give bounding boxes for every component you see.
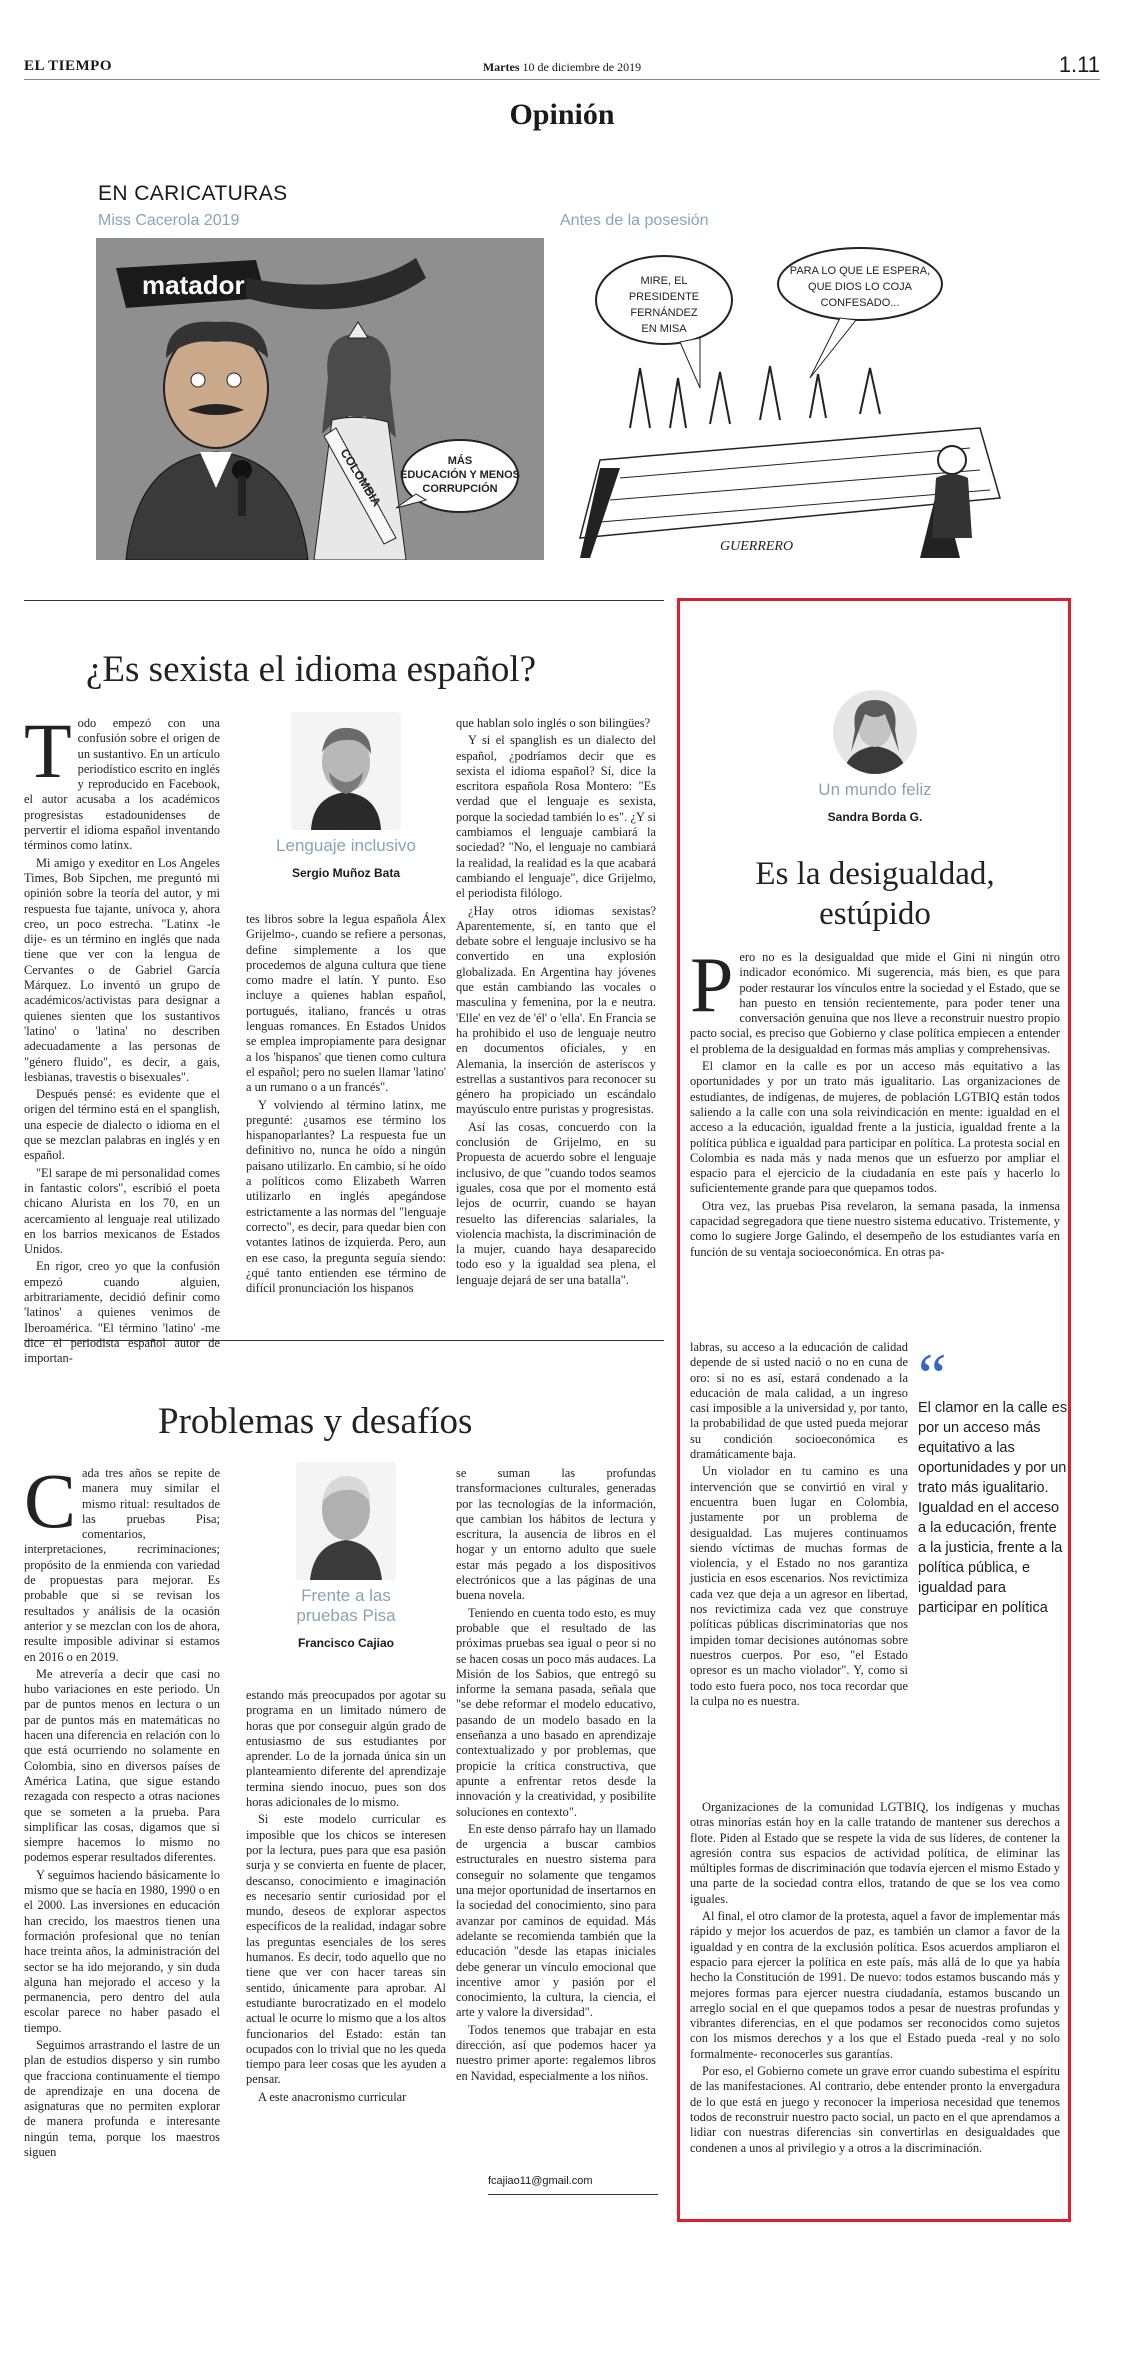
svg-text:MÁS: MÁS <box>447 455 473 467</box>
article1-title: ¿Es sexista el idioma español? <box>86 649 537 690</box>
paragraph: tes libros sobre la legua española Álex Grijelmo-, cuando se refiere a personas, define simplemente a los que procedemos de alguna cultura que tiene como madre el latín. Y punto. Eso incluye a quienes hablan español, portugués, italiano, francés u otras lenguas romances. En Estados Unidos se emplea impropiamente para designar a los 'hispanos' que tienen como cultura el español; pero no suelen llamar 'latino' a un rumano o a un francés". <box>246 912 446 1095</box>
article3-title <box>690 854 1060 934</box>
paragraph: El clamor en la calle es por un acceso más equitativo a las oportunidades y por un trato más igualitario. Las organizaciones de estudiantes, de indígenas, de mujeres, de población LGTBIQ están todos saliendo a la calle con una sola reivindicación en mente: igualdad en el acceso a la educación, igualdad frente a la justicia, igualdad frente a la política pública e igualdad para participar en política. La protesta social en Colombia es nada más y nada menos que un esfuerzo por ampliar el espacio para el ejercicio de la ciudadanía en este país y hacerlo lo suficientemente grande para que quepamos todos. <box>690 1059 1060 1196</box>
cartoon-antes-posesion <box>560 238 1008 560</box>
author-photo <box>296 1462 396 1580</box>
author-email: fcajiao11@gmail.com <box>488 2175 593 2187</box>
article3-author: Sandra Borda G. <box>827 810 923 824</box>
paragraph: Así las cosas, concuerdo con la conclusión de Grijelmo, en su Propuesta de acuerdo sobre el lenguaje inclusivo, de que "cuando todos seamos iguales, cosa que por el momento está lejos de ocurrir, cuando se hayan resuelto las diferencias salariales, la violencia machista, la discriminación de la mujer, cuando haya desaparecido todo eso y la igualdad sea plena, el lenguaje dejará de ser una batalla". <box>456 1119 656 1287</box>
left-cartoon <box>96 238 544 560</box>
paragraph: Seguimos arrastrando el lastre de un plan de estudios disperso y sin rumbo que fracciona continuamente el tiempo de aprendizaje en una docena de asignaturas que no permiten explorar de manera profunda e interesante ningún tema, porque los maestros siguen <box>24 2037 220 2160</box>
kicker-line: Frente a las <box>301 1586 391 1605</box>
article1-col3 <box>456 716 656 1290</box>
cartoon-sash-text: COLOMBIA <box>337 446 384 509</box>
article3-kicker: Un mundo feliz <box>818 780 932 799</box>
cartoon-miss-cacerola <box>96 238 544 560</box>
paragraph: que hablan solo inglés o son bilingües? <box>456 716 651 730</box>
svg-text:MIRE, EL: MIRE, EL <box>640 275 688 287</box>
pull-quote-text: El clamor en la calle es por un acceso más equitativo a las oportunidades y por un trato más igualitario. Igualdad en el acceso a la educación, frente a la justicia, frente a la política pública, e igualdad para participar en política <box>918 1400 1068 1616</box>
caricaturas-heading: EN CARICATURAS <box>98 182 288 205</box>
paragraph: Mi amigo y exeditor en Los Angeles Times, Bob Sipchen, me preguntó mi opinión sobre la teoría del autor, y mi respuesta fue tajante, unívoca y, ahora creo, un poco estrecha. "Latinx -le dije- es un término en inglés que nada tiene que ver con la lengua de Cervantes o de Gabriel García Márquez. Lo inventó un grupo de académicos/activistas para designar a quienes sienten que los sustantivos 'latino' o 'latina' no describen adecuadamente a las personas de "género fluido", es decir, a gais, lesbianas, travestis o bisexuales". <box>24 855 220 1084</box>
paragraph: En rigor, creo yo que la confusión empezó cuando alguien, arbitrariamente, decidió definir como 'latinos' a quienes venimos de Iberoamérica. "El término 'latino' -me dice el periodista español autor de importan- <box>24 1259 220 1366</box>
paragraph: Y volviendo al término latinx, me pregunté: ¿usamos ese término los hispanoparlantes? La respuesta fue un definitivo no, nunca he oído a ningún paisano utilizarlo. En cambio, sí he oído a políticos como Elizabeth Warren utilizarlo en inglés apegándose estrictamente a las normas del "lenguaje correcto", es decir, para quedar bien con votantes latinos de izquierda. Pero, aun en ese caso, la pregunta seguía siendo: ¿qué tanto entienden ese término de difícil pronunciación los hispanos <box>246 1097 446 1296</box>
paragraph: En este denso párrafo hay un llamado de urgencia a buscar cambios estructurales en nuestro sistema para conseguir no solamente que tengamos una mejor oportunidad de insertarnos en la sociedad del conocimiento, sino para avanzar por caminos de equidad. Más adelante se recomienda también que la educación "desde las etapas iniciales debe generar un vínculo emocional que incentive amor y pasión por el conocimiento, la cultura, la ciencia, el arte y valore la diversidad". <box>456 1821 656 2020</box>
article2-col1 <box>24 1457 220 2162</box>
article2-author: Francisco Cajiao <box>297 1636 395 1650</box>
left-cartoon-caption: Miss Cacerola 2019 <box>98 212 240 229</box>
article3-dropcap: P <box>690 941 734 1028</box>
title-line: estúpido <box>819 896 931 932</box>
paragraph: A este anacronismo curricular <box>258 2089 407 2104</box>
article2-title: Problemas y desafíos <box>158 1401 473 1442</box>
article1-kicker: Lenguaje inclusivo <box>276 836 416 855</box>
section-title: Opinión <box>509 98 615 131</box>
paragraph: Por eso, el Gobierno comete un grave error cuando subestima el espíritu de las manifestaciones. Al contrario, debe entender pronto la envergadura de lo que está en juego y reconocer la imperiosa necesidad que tenemos todos de reconstruir nuestro pacto social, un pacto en el que aprendamos a lidiar con nuestras diferencias sin convertirlas en desigualdades que condenen a unos al privilegio y a otros a la discriminación. <box>690 2064 1060 2155</box>
right-cartoon-caption: Antes de la posesión <box>560 212 709 229</box>
kicker-line: pruebas Pisa <box>296 1606 396 1625</box>
svg-text:EN MISA: EN MISA <box>641 323 687 335</box>
author-photo <box>291 712 401 830</box>
article2-byline <box>246 1462 446 1650</box>
article1-author: Sergio Muñoz Bata <box>291 866 400 880</box>
author-photo <box>833 690 917 774</box>
article3-col-top <box>690 941 1060 1262</box>
paragraph: labras, su acceso a la educación de calidad depende de si usted nació o no en cuna de oro: si no es así, estará condenado a la educación de mala calidad, a un ingreso casi imposible a la universidad y, por tanto, la probabilidad de que usted pueda mejorar su condición socioeconómica es dramáticamente baja. <box>690 1340 908 1462</box>
right-cartoon <box>560 238 1008 560</box>
svg-text:PRESIDENTE: PRESIDENTE <box>628 291 700 303</box>
article2-kicker <box>246 1586 446 1626</box>
paragraph: ada tres años se repite de manera muy similar el mismo ritual: resultados de las pruebas Pisa; comentarios, interpretaciones, recriminaciones; propósito de la enmienda con variedad de propuestas para mejorar. Es probable que si se revisan los resultados y análisis de la ocasión anterior y se mezclan con los de ahora, resulte imposible adivinar si estamos en 2016 o en 2019. <box>24 1466 220 1664</box>
paragraph: odo empezó con una confusión sobre el origen de un sustantivo. En un artículo periodístico escrito en inglés y reproducido en Facebook, el autor acusaba a los académicos progresistas estadounidenses de pervertir el idioma español inventando términos como latinx. <box>24 716 220 853</box>
article3-byline <box>770 690 980 824</box>
quote-icon: “ <box>918 1340 947 1411</box>
paragraph: Un violador en tu camino es una intervención que se convirtió en viral y encuentra buen lugar en Colombia, justamente por un problema de desigualdad. Las mujeres continuamos siendo víctimas de muchas formas de violencia, y el Estado no nos garantiza justicia en esos escenarios. Nos revictimiza cada vez que deja a un agresor en libertad, nos revictimiza cada vez que construye políticas públicas discriminatorias que nos impiden tomar decisiones autónomas sobre nuestros cuerpos. Por eso, "el Estado opresor es un macho violador". Y, como si todo esto fuera poco, nos toca recordar que la culpa no es nuestra. <box>690 1464 908 1708</box>
date-rest: 10 de diciembre de 2019 <box>522 60 642 74</box>
paragraph: Si este modelo curricular es imposible que los chicos se interesen por la lectura, pues para que esa pasión surja y se convierta en fuente de placer, descanso, conocimiento e imaginación es necesario sentir curiosidad por el mundo, deseos de explorar aspectos específicos de la realidad, indagar sobre las preguntas esenciales de los seres humanos. Es decir, todo aquello que no tiene que ver con hacer tareas sin sentido, únicamente para aprobar. Al estudiante burocratizado en el modelo actual le ocurre lo mismo que a los altos funcionarios del Estado: están tan ocupados con lo trivial que no les queda tiempo para leer cosas que les ayuden a pensar. <box>246 1812 446 2087</box>
paragraph: estando más preocupados por agotar su programa en un limitado número de horas que por conseguir algún grado de entusiasmo de sus estudiantes por aprender. Lo de la jornada única sin un planteamiento diferente del aprendizaje termina siendo inocuo, pues son dos horas adicionales de lo mismo. <box>246 1688 446 1810</box>
paragraph: Y seguimos haciendo básicamente lo mismo que se hacía en 1980, 1990 o en el 2000. Las inversiones en educación han crecido, los maestros tienen una formación profesional que no tenían hace treinta años, la administración del sector se ha ido mejorando, y sin duda alguna han mejorado el acceso y la permanencia, pero dentro del aula escolar parece no haber pasado el tiempo. <box>24 1867 220 2035</box>
date-day: Martes <box>482 60 520 74</box>
svg-text:CONFESADO...: CONFESADO... <box>820 297 900 309</box>
section-divider <box>24 600 664 601</box>
paragraph: Teniendo en cuenta todo esto, es muy probable que el resultado de las próximas pruebas sea igual o peor si no se hacen cosas un poco más audaces. La Misión de los Sabios, que entregó su informe la semana pasada, señala que "se debe reformar el modelo educativo, pasando de un modelo basado en la enseñanza a uno basado en aprendizaje contextualizado y por problemas, que propicie la crítica constructiva, que apunte a enfrentar retos desde la innovación y la creatividad, y posibilite soluciones en contexto". <box>456 1605 656 1819</box>
article2-col2 <box>246 1688 446 2107</box>
cartoonist-signature: GUERRERO <box>720 539 794 554</box>
svg-text:QUE DIOS LO COJA: QUE DIOS LO COJA <box>808 281 912 293</box>
dateline <box>24 60 1100 75</box>
newspaper-logo: EL TIEMPO <box>24 58 112 74</box>
paragraph: Me atrevería a decir que casi no hubo variaciones en este periodo. Un par de puntos menos en lectura o un par de puntos más en matemáticas no hacen una diferencia en relación con lo que está ocurriendo no solamente en Colombia, sino en diversos países de América Latina, que sigue estando rezagada con respecto a otras naciones que se someten a la prueba. Para simplificar las cosas, digamos que si siempre hacemos lo mismo no podemos esperar resultados diferentes. <box>24 1666 220 1865</box>
article1-col1 <box>24 707 220 1368</box>
paragraph: Todos tenemos que trabajar en esta dirección, así que podemos hacer ya nuestro primer aporte: regalemos libros en Navidad, especialmente a los niños. <box>456 2022 656 2083</box>
paragraph: Organizaciones de la comunidad LGTBIQ, los indígenas y muchas otras minorías están hoy en la calle tratando de mantener sus derechos a flote. Piden al Estado que se respete la vida de sus líderes, de contener la agresión contra sus espacios de actividad política, de eliminar las múltiples formas de discriminación que todavía ejercen el mismo Estado y una parte de la sociedad contra ellos, tratando de que se los vea como iguales. <box>690 1800 1060 1906</box>
title-line: Es la desigualdad, <box>755 856 995 892</box>
article1-byline <box>246 712 446 880</box>
paragraph: Al final, el otro clamor de la protesta, aquel a favor de implementar más rápido y mejor los acuerdos de paz, es también un clamor a favor de la igualdad y en contra de la exclusión política. Esos acuerdos ampliaron el espacio para ejercer la política en este país, más allá de lo que ya había hecho la Constitución de 1991. De nuevo: todos estamos buscando más y mejores formas para ejercer nuestra ciudadanía, estamos buscando un arreglo social en el que quepamos todos a pesar de nuestras profundas y vibrantes diferencias, en el que podamos ser reconocidos como sujetos con los mismos derechos y a los que el Estado pueda -real y no solo formalmente- reconocerles sus garantías. <box>690 1909 1060 2061</box>
article2-dropcap: C <box>24 1457 77 1544</box>
page-number: 1.11 <box>1058 52 1100 77</box>
article3-col-narrow <box>690 1340 908 1711</box>
paragraph: Otra vez, las pruebas Pisa revelaron, la semana pasada, la inmensa capacidad segregadora que tiene nuestro sistema educativo. Tristemente, y como lo sugiere Jorge Galindo, el desempeño de los estudiantes varía en función de su ventaja socioeconómica. En otras pa- <box>690 1198 1060 1259</box>
article2-col3 <box>456 1466 656 2086</box>
svg-text:PARA LO QUE LE ESPERA,: PARA LO QUE LE ESPERA, <box>789 265 931 277</box>
article1-col2 <box>246 912 446 1298</box>
svg-text:EDUCACIÓN Y MENOS: EDUCACIÓN Y MENOS <box>399 469 521 481</box>
cartoon-sign-text: matador <box>142 270 245 300</box>
end-rule <box>488 2194 658 2195</box>
paragraph: ¿Hay otros idiomas sexistas? Aparentemente, sí, en tanto que el debate sobre el lenguaje inclusivo se ha convertido en una explosión globalizada. En Argentina hay jóvenes que están cambiando las vocales o masculina y femenina, por la e neutra. 'Elle' en vez de 'él' o 'ella'. En Francia se ha prohibido el uso de lenguaje neutro en documentos oficiales, y en Alemania, la inserción de asteriscos y estrellas a sustantivos para reconocer su género ha propiciado un escándalo mayúsculo entre puristas y progresistas. <box>456 903 656 1117</box>
paragraph: se suman las profundas transformaciones culturales, generadas por las tecnologías de la información, que cambian los hábitos de lectura y escritura, la ausencia de libros en el hogar y un entorno adulto que suele estar más pegado a los dispositivos electrónicos que a las páginas de una buena novela. <box>456 1466 656 1603</box>
svg-text:FERNÁNDEZ: FERNÁNDEZ <box>630 307 698 319</box>
paragraph: Y si el spanglish es un dialecto del español, ¿podríamos decir que es sexista el idioma español? Sí, dice la escritora española Rosa Montero: "Es verdad que el lenguaje es sexista, porque la sociedad también lo es". ¿Y si cambiamos el lenguaje cambiará la sociedad? "No, el lenguaje no cambiará la realidad, la realidad es la que acabará cambiando el lenguaje", dice Grijelmo, el periodista filólogo. <box>456 733 656 901</box>
paragraph: ero no es la desigualdad que mide el Gini ni ningún otro indicador económico. Mi sugerencia, más bien, es que para poder restaurar los vínculos entre la sociedad y el Estado, que se han puesto en tensión recientemente, para poder tener una conversación genuina que nos lleve a reconstruir nuestro propio pacto social, es preciso que Gobierno y clase política empiecen a entender el problema de la desigualdad en formas más amplias y comprehensivas. <box>690 950 1060 1056</box>
paragraph: Después pensé: es evidente que el origen del término está en el spanglish, una especie de dialecto o idioma en el que se mezclan palabras en inglés y en español. <box>24 1087 220 1163</box>
paragraph: "El sarape de mi personalidad comes in fantastic colors", escribió el poeta chicano Alurista en los 70, en un acercamiento al lenguaje real utilizado en los barrios mexicanos de Estados Unidos. <box>24 1165 220 1257</box>
article1-dropcap: T <box>24 707 72 794</box>
page-header <box>24 54 1100 80</box>
svg-text:CORRUPCIÓN: CORRUPCIÓN <box>422 483 498 495</box>
pull-quote <box>918 1340 1068 1618</box>
article3-col-bottom <box>690 1800 1060 2158</box>
